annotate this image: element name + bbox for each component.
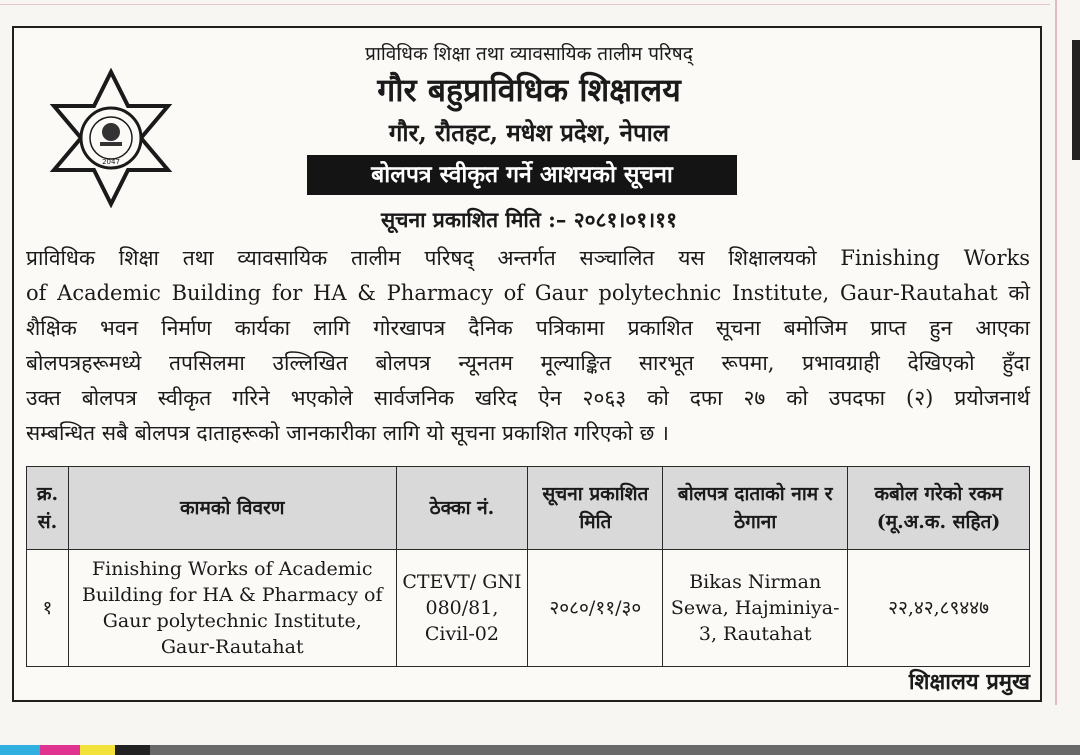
top-rule — [0, 4, 1050, 5]
body-line: बोलपत्रहरूमध्ये तपसिलमा उल्लिखित बोलपत्र न्यूनतम मूल्याङ्कित सारभूत रूपमा, प्रभावग्राही देखिएको हुँदा — [26, 351, 1030, 375]
institute-address: गौर, रौतहट, मधेश प्रदेश, नेपाल — [388, 118, 670, 147]
cell-contract: CTEVT/ GNI 080/81, Civil-02 — [396, 550, 528, 667]
print-color-bar — [0, 745, 1080, 755]
col-header-bidder: बोलपत्र दाताको नाम र ठेगाना — [663, 467, 848, 550]
notice-body — [26, 241, 1030, 451]
cell-serial: १ — [27, 550, 69, 667]
col-header-date: सूचना प्रकाशित मिति — [528, 467, 663, 550]
col-header-serial: क्र. सं. — [27, 467, 69, 550]
col-header-amount: कबोल गरेको रकम (मू.अ.क. सहित) — [848, 467, 1030, 550]
cell-amount: २२,४२,८९४४७ — [848, 550, 1030, 667]
col-header-work: कामको विवरण — [68, 467, 396, 550]
organization-name: प्राविधिक शिक्षा तथा व्यावसायिक तालीम परिषद् — [365, 43, 693, 65]
emblem-year: 2047 — [102, 158, 120, 166]
col-header-contract: ठेक्का नं. — [396, 467, 528, 550]
award-table — [26, 466, 1030, 667]
body-line: of Academic Building for HA & Pharmacy of Gaur polytechnic Institute, Gaur-Rautahat को — [26, 281, 1030, 305]
institute-name: गौर बहुप्राविधिक शिक्षालय — [377, 71, 681, 109]
cell-bidder: Bikas Nirman Sewa, Hajminiya-3, Rautahat — [663, 550, 848, 667]
page-margin-line — [1055, 0, 1057, 705]
color-swatch — [80, 745, 115, 755]
color-swatch — [150, 745, 1080, 755]
notice-title: बोलपत्र स्वीकृत गर्ने आशयको सूचना — [307, 155, 737, 195]
cell-date: २०८०/११/३० — [528, 550, 663, 667]
color-swatch — [115, 745, 150, 755]
color-swatch — [40, 745, 80, 755]
body-line: उक्त बोलपत्र स्वीकृत गरिने भएकोले सार्वजनिक खरिद ऐन २०६३ को दफा २७ को उपदफा (२) प्रयोजनार्थ — [26, 386, 1030, 410]
body-line: शैक्षिक भवन निर्माण कार्यका लागि गोरखापत्र दैनिक पत्रिकामा प्रकाशित सूचना बमोजिम प्राप्त हुन आएका — [26, 316, 1030, 340]
table-header-row — [27, 467, 1030, 550]
signoff: शिक्षालय प्रमुख — [908, 669, 1030, 695]
publish-date: सूचना प्रकाशित मिति :– २०८१।०१।११ — [380, 207, 677, 232]
body-line: सम्बन्धित सबै बोलपत्र दाताहरूको जानकारीका लागि यो सूचना प्रकाशित गरिएको छ । — [26, 421, 669, 445]
table-row — [27, 550, 1030, 667]
cell-work: Finishing Works of Academic Building for HA & Pharmacy of Gaur polytechnic Institute, Gaur-Rautahat — [68, 550, 396, 667]
tender-notice — [12, 26, 1042, 702]
body-line: प्राविधिक शिक्षा तथा व्यावसायिक तालीम परिषद् अन्तर्गत सञ्चालित यस शिक्षालयको Finishing Works — [26, 246, 1030, 270]
color-swatch — [0, 745, 40, 755]
page-edge — [1072, 40, 1080, 160]
